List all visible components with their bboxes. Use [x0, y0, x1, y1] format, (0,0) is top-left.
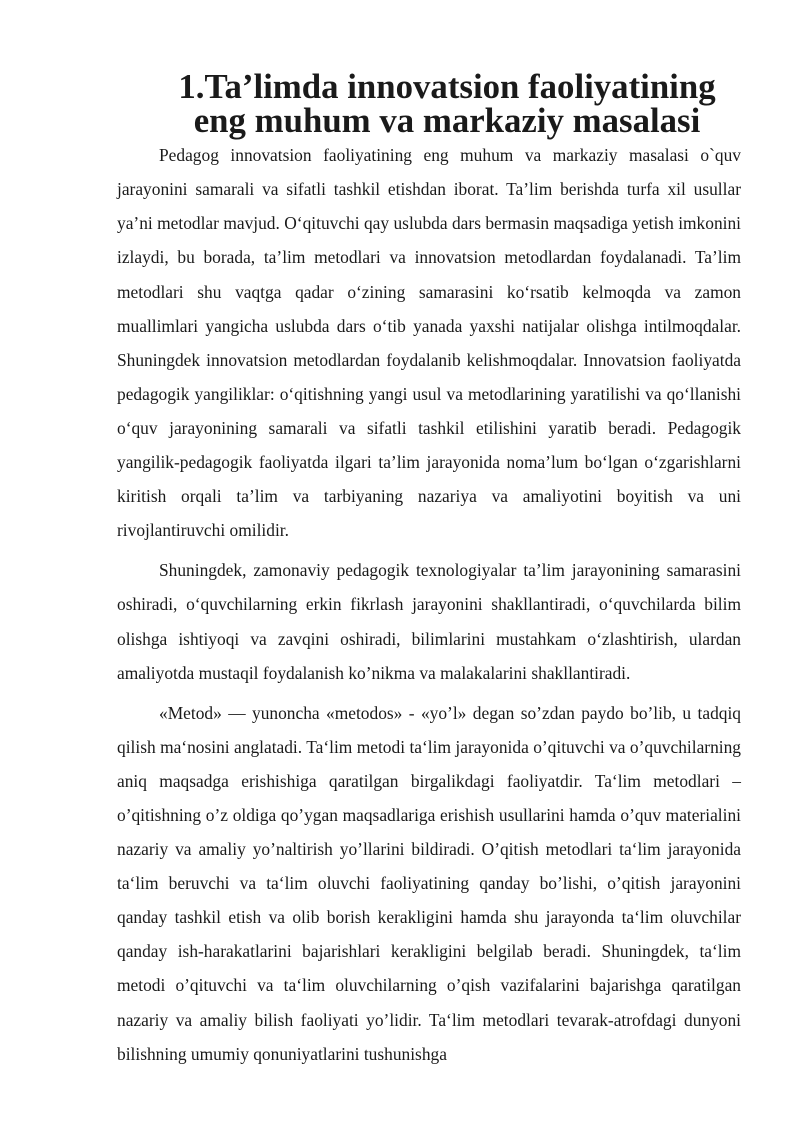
section-title: 1.Ta’limda innovatsion faoliyatining eng muhum va markaziy masalasi [178, 67, 716, 141]
paragraph-2: Shuningdek, zamonaviy pedagogik texnologiyalar ta’lim jarayonining samarasini oshiradi, o‘quvchilarning erkin fikrlash jarayonini shakllantiradi, o‘quvchilarda bilim olishga ishtiyoqi va zavqini oshiradi, bilimlarini mustahkam o‘zlashtirish, ulardan amaliyotda mustaqil foydalanish ko’nikma va malakalarini shakllantiradi. [117, 560, 741, 683]
paragraph-1: Pedagog innovatsion faoliyatining eng muhum va markaziy masalasi o`quv jarayonini samarali va sifatli tashkil etishdan iborat. Ta’lim berishda turfa xil usullar ya’ni metodlar mavjud. O‘qituvchi qay uslubda dars bermasin maqsadiga yetish imkonini izlaydi, bu borada, ta’lim metodlari va innovatsion metodlardan foydalanadi. Ta’lim metodlari shu vaqtga qadar o‘zining samarasini ko‘rsatib kelmoqda va zamon muallimlari yangicha uslubda dars o‘tib yanada yaxshi natijalar olishga intilmoqdalar. Shuningdek innovatsion metodlardan foydalanib kelishmoqdalar. Innovatsion faoliyatda pedagogik yangiliklar: o‘qitishning yangi usul va metodlarining yaratilishi va qo‘llanishi o‘quv jarayonining samarali va sifatli tashkil etilishini yaratib beradi. Pedagogik yangilik-pedagogik faoliyatda ilgari ta’lim jarayonida noma’lum bo‘lgan o‘zgarishlarni kiritish orqali ta’lim va tarbiyaning nazariya va amaliyotini boyitish va uni rivojlantiruvchi omilidir. [117, 145, 741, 541]
document-page [117, 67, 741, 1071]
paragraph-3: «Metod» — yunoncha «metodos» - «yo’l» degan so’zdan paydo bo’lib, u tadqiq qilish ma‘nosini anglatadi. Ta‘lim metodi ta‘lim jarayonida o’qituvchi va o’quvchilarning aniq maqsadga erishishiga qaratilgan birgalikdagi faoliyatdir. Ta‘lim metodlari – o’qitishning o’z oldiga qo’ygan maqsadlariga erishish usullarini hamda o’quv materialini nazariy va amaliy yo’naltirish yo’llarini bildiradi. O’qitish metodlari ta‘lim jarayonida ta‘lim beruvchi va ta‘lim oluvchi faoliyatining qanday bo’lishi, o’qitish jarayonini qanday tashkil etish va olib borish kerakligini hamda shu jarayonda ta‘lim oluvchilar qanday ish-harakatlarini bajarishlari kerakligini belgilab beradi. Shuningdek, ta‘lim metodi o’qituvchi va ta‘lim oluvchilarning o’qish vazifalarini bajarishga qaratilgan nazariy va amaliy bilish faoliyati yo’lidir. Ta‘lim metodlari tevarak-atrofdagi dunyoni bilishning umumiy qonuniyatlarini tushunishga [117, 702, 741, 1064]
